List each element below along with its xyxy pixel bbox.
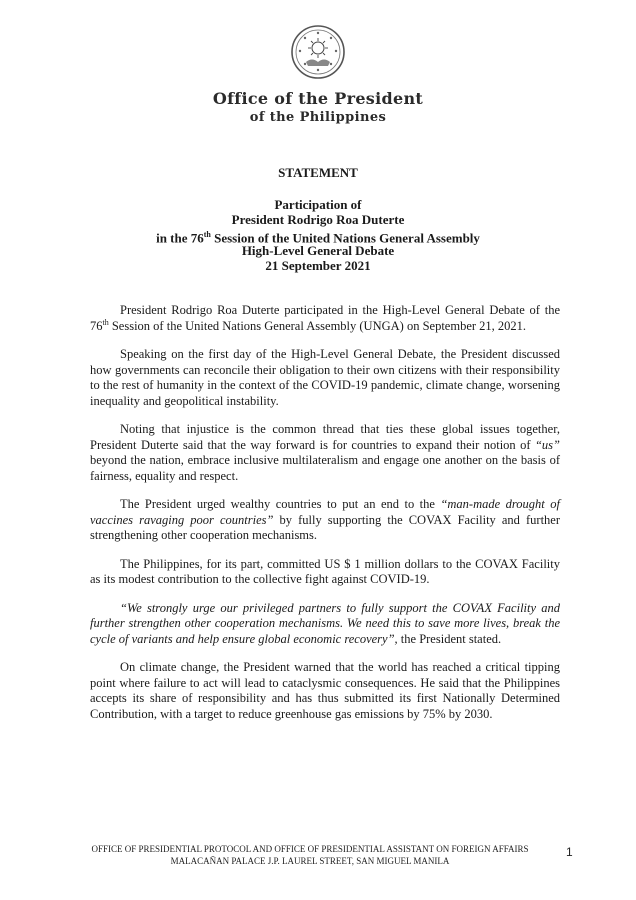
title-line-4: High-Level General Debate — [241, 243, 395, 258]
footer-line-2: MALACAÑAN PALACE J.P. LAUREL STREET, SAN MIGUEL MANILA — [170, 856, 450, 866]
presidential-seal-icon — [290, 24, 346, 80]
office-subtitle: of the Philippines — [249, 110, 387, 125]
paragraph-1: President Rodrigo Roa Duterte participated in the High-Level General Debate of the 76th Session of the United Nations General Assembly (UNGA) on September 21, 2021. — [90, 303, 560, 333]
statement-body — [90, 303, 560, 735]
paragraph-2: Speaking on the first day of the High-Level General Debate, the President discussed how governments can reconcile their obligation to their own citizens with their responsibility to the rest of humanity in the context of the COVID-19 pandemic, climate change, worsening inequality and geopolitical instability. — [90, 347, 560, 408]
title-line-1: Participation of — [274, 197, 362, 212]
footer-line-1: OFFICE OF PRESIDENTIAL PROTOCOL AND OFFICE OF PRESIDENTIAL ASSISTANT ON FOREIGN AFFAIRS — [91, 844, 529, 854]
page-footer — [60, 843, 560, 867]
title-line-2: President Rodrigo Roa Duterte — [231, 212, 405, 227]
statement-date: 21 September 2021 — [265, 258, 371, 273]
title-line-3: in the 76th Session of the United Nations General Assembly — [156, 230, 480, 246]
statement-label: STATEMENT — [278, 165, 358, 180]
office-title: Office of the President — [212, 89, 424, 108]
paragraph-6: “We strongly urge our privileged partners to fully support the COVAX Facility and further strengthen other cooperation mechanisms. We need this to save more lives, break the cycle of variants and help ensure global economic recovery”, the President stated. — [90, 600, 560, 646]
paragraph-5: The Philippines, for its part, committed US $ 1 million dollars to the COVAX Facility as its modest contribution to the collective fight against COVID-19. — [90, 556, 560, 586]
paragraph-4: The President urged wealthy countries to put an end to the “man-made drought of vaccines ravaging poor countries” by fully supporting the COVAX Facility and further strengthening other cooperation mechanisms. — [90, 497, 560, 542]
paragraph-7: On climate change, the President warned that the world has reached a critical tipping point where failure to act will lead to cataclysmic consequences. He said that the Philippines accepts its share of responsibility and has thus submitted its first Nationally Determined Contribution, with a target to reduce greenhouse gas emissions by 75% by 2030. — [90, 660, 560, 721]
paragraph-3: Noting that injustice is the common thread that ties these global issues together, President Duterte said that the way forward is for countries to expand their notion of “us” beyond the nation, embrace inclusive multilateralism and engage one another on the basis of fairness, equality and respect. — [90, 422, 560, 483]
page-number: 1 — [566, 845, 573, 859]
